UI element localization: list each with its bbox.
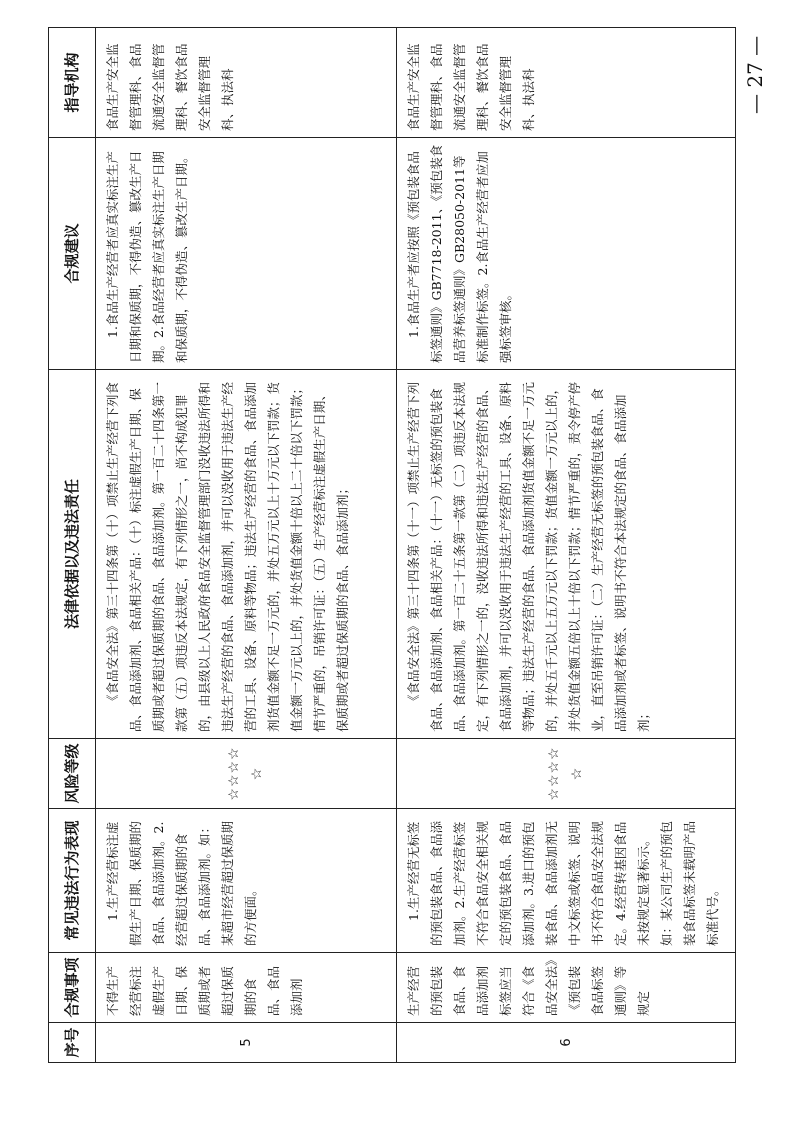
page-number: — 27 —	[743, 35, 767, 115]
rotated-table-sheet	[48, 28, 730, 1063]
compliance-advice: 1.食品生产者应按照《预包装食品标签通则》GB7718-2011、《预包装食品营养标签通则》GB28050-2011等标准制作标签。2.食品生产经营者应加强标签审核。	[397, 138, 736, 370]
header-agency: 指导机构	[49, 28, 96, 138]
risk-level-stars: ☆☆☆☆☆	[397, 739, 736, 809]
header-advice: 合规建议	[49, 138, 96, 370]
compliance-item: 生产经营的预包装食品、食品添加剂标签应当符合《食品安全法》《预包装食品标签通则》等规定	[397, 953, 736, 1023]
row-number: 5	[96, 1023, 397, 1063]
table-row	[96, 28, 397, 1063]
legal-basis: 《食品安全法》第三十四条第（十）项禁止生产经营下列食品、食品添加剂、食品相关产品：（十）标注虚假生产日期、保质期或者超过保质期的食品、食品添加剂。第一百二十四条第一款第（五）项违反本法规定，有下列情形之一，尚不构成犯罪的，由县级以上人民政府食品安全监督管理部门没收违法所得和违法生产经营的食品、食品添加剂，并可以没收用于违法生产经营的工具、设备、原料等物品；违法生产经营的食品、食品添加剂货值金额不足一万元的，并处五万元以上十万元以下罚款；货值金额一万元以上的，并处货值金额十倍以上二十倍以下罚款；情节严重的，吊销许可证：（五）生产经营标注虚假生产日期、保质期或者超过保质期的食品、食品添加剂；	[96, 370, 397, 739]
header-risk: 风险等级	[49, 739, 96, 809]
violation-behavior: 1.生产经营无标签的预包装食品、食品添加剂。2.生产经营标签不符合食品安全相关规定的预包装食品、食品添加剂。3.进口的预包装食品、食品添加剂无中文标签或标签、说明书不符合食品安全法规定。4.经营转基因食品未按规定显著标示。如：某公司生产的预包装食品标签未载明产品标准代号。	[397, 809, 736, 953]
header-behavior: 常见违法行为表现	[49, 809, 96, 953]
compliance-table	[48, 27, 736, 1063]
guidance-agency: 食品生产安全监督管理科、食品流通安全监督管理科、餐饮食品安全监督管理科、执法科	[397, 28, 736, 138]
violation-behavior: 1.生产经营标注虚假生产日期、保质期的食品、食品添加剂。2.经营超过保质期的食品、食品添加剂。如：某超市经营超过保质期的方便面。	[96, 809, 397, 953]
table-header-row	[49, 28, 96, 1063]
guidance-agency: 食品生产安全监督管理科、食品流通安全监督管理科、餐饮食品安全监督管理科、执法科	[96, 28, 397, 138]
header-item: 合规事项	[49, 953, 96, 1023]
table-row	[397, 28, 736, 1063]
risk-level-stars: ☆☆☆☆☆	[96, 739, 397, 809]
compliance-advice: 1.食品生产经营者应真实标注生产日期和保质期，不得伪造、篡改生产日期。2.食品经营者应真实标注生产日期和保质期，不得伪造、篡改生产日期。	[96, 138, 397, 370]
header-law: 法律依据以及违法责任	[49, 370, 96, 739]
header-no: 序号	[49, 1023, 96, 1063]
row-number: 6	[397, 1023, 736, 1063]
legal-basis: 《食品安全法》第三十四条第（十一）项禁止生产经营下列食品、食品添加剂、食品相关产品：（十一）无标签的预包装食品、食品添加剂。第一百二十五条第一款第（二）项违反本法规定，有下列情形之一的，没收违法所得和违法生产经营的食品、食品添加剂，并可以没收用于违法生产经营的工具、设备、原料等物品；违法生产经营的食品、食品添加剂货值金额不足一万元的，并处五千元以上五万元以下罚款；货值金额一万元以上的，并处货值金额五倍以上十倍以下罚款；情节严重的，责令停产停业，直至吊销许可证：（二）生产经营无标签的预包装食品、食品添加剂或者标签、说明书不符合本法规定的食品、食品添加剂；	[397, 370, 736, 739]
compliance-item: 不得生产经营标注虚假生产日期、保质期或者超过保质期的食品、食品添加剂	[96, 953, 397, 1023]
